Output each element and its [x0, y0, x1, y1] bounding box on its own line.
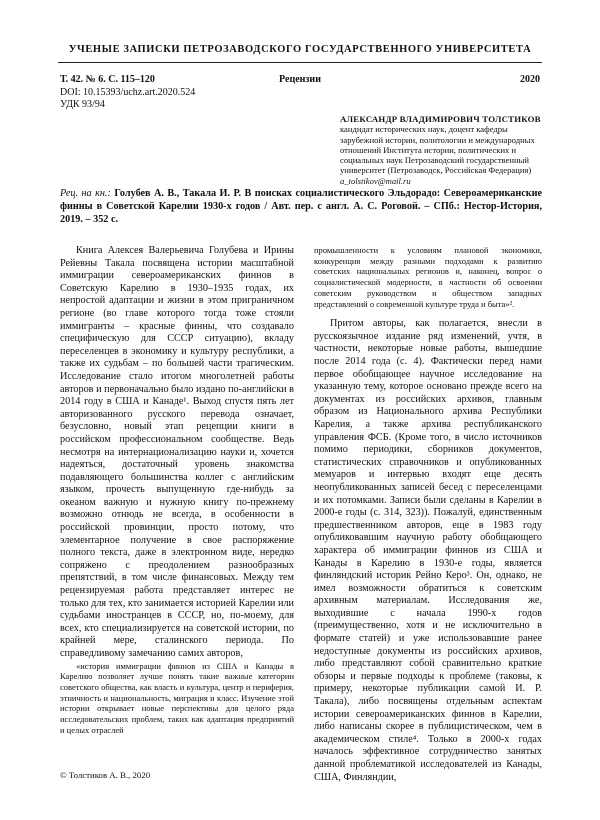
body-paragraph: Притом авторы, как полагается, внесли в русскоязычное издание ряд изменений, учтя, в частности, некоторые новые работы, вышедшие после 2014 года (с. 4). Фактически перед нами первое обобщающее научное исследование на указанную тему, которое основано прежде всего на документах из российских архивов, главным образом из Национального архива Республики Карелия, а также архива республиканского управления ФСБ. (Кроме того, в число источников помимо периодики, сборников документов, статистических справочников и опубликованных мемуаров и интервью входят еще десять неопубликованных записей бесед с переселенцами и их потомками. Записи были сделаны в Карелии в 2000-е годы (с. 314, 323)). Пожалуй, единственным предшественником авторов, еще в 1983 году опубликовавшим научную работу обобщающего характера об иммиграции финнов из США и Канады в Карелию в 1930-е годы, является финляндский историк Рейно Керо³. Он, однако, не имел возможности обратиться к советским архивным материалам. Исследования же, выходившие с начала 1990-х годов (преимущественно, хотя и не исключительно в формате статей) и уже использовавшие ранее недоступные документы из российских архивов, либо представляют собой сравнительно краткие обзоры и первые подходы к проблеме (таковы, к примеру, некоторые публикации самой И. Р. Такала), либо посвящены отдельным аспектам истории североамериканских финнов в Карелии, либо написаны скорее в публицистическом, чем в академическом стиле⁴. Только в 2000-х годах началось эффективное сотрудничество занятых данной проблематикой исследователей из Канады, США, Финляндии,	[314, 318, 542, 783]
journal-title: УЧЕНЫЕ ЗАПИСКИ ПЕТРОЗАВОДСКОГО ГОСУДАРСТВЕННОГО УНИВЕРСИТЕТА	[68, 44, 532, 55]
author-name: АЛЕКСАНДР ВЛАДИМИРОВИЧ ТОЛСТИКОВ	[340, 114, 541, 124]
author-email[interactable]: a_tolstikov@mail.ru	[340, 175, 411, 186]
doi[interactable]: DOI: 10.15393/uchz.art.2020.524	[60, 86, 196, 98]
left-column	[60, 245, 294, 736]
block-quote-continued: промышленности к условиям плановой экономики, конкуренция между разными подходами к развитию советских национальных регионов и, наконец, вопрос о социалистической модерности, в частности об освоении советским руководством и обществом западных представлений о современной культуре труда и быта»².	[314, 245, 542, 309]
right-column	[314, 245, 542, 784]
udk: УДК 93/94	[60, 99, 105, 110]
author-description: кандидат исторических наук, доцент кафедры зарубежной истории, политологии и международных отношений Института истории, политических и социальных наук Петрозаводский государственный университет (Петрозаводск, Российская Федерация)	[340, 124, 535, 176]
header-rule	[58, 62, 542, 63]
block-quote: «история иммиграции финнов из США и Канады в Карелию позволяет лучше понять такие важные категории советского общества, как власть и культура, центр и периферия, этничность и национальность, миграция и класс. Изучение этой истории открывает новые перспективы для целого ряда исследовательских проблем, таких как адаптация предприятий и целых отраслей	[60, 660, 294, 735]
review-label: Рец. на кн.:	[60, 188, 111, 199]
section-label: Рецензии	[279, 74, 321, 85]
review-book: Голубев А. В., Такала И. Р. В поисках социалистического Эльдорадо: Североамериканские финны в Советской Карелии 1930-х годов / Авт. пер. с англ. А. С. Роговой. – СПб.: Нестор-История, 2019. – 352 с.	[60, 188, 542, 226]
volume-info: Т. 42. № 6. С. 115–120	[60, 74, 155, 85]
review-reference	[60, 187, 542, 227]
copyright: © Толстиков А. В., 2020	[60, 770, 151, 780]
body-paragraph: Книга Алексея Валерьевича Голубева и Ирины Рейевны Такала посвящена истории масштабной иммиграции североамериканских финнов в Советскую Карелию в 1930–1935 годах, их непростой адаптации и жизни в этом приграничном регионе (во главе которого тогда тоже стояли иммигранты – красные финны, что создавало специфическую для СССР ситуацию), вкладу переселенцев в экономику и культуру республики, а также их судьбам – по большей части трагическим. Исследование стало итогом многолетней работы авторов и первоначально было издано по-английски в 2014 году в США и Канаде¹. Выход спустя пять лет авторизованного русского перевода означает, безусловно, новый этап рецепции книги в российском профессиональном сообществе. Ведь несмотря на интернационализацию науки и, хочется надеяться, достаточный уровень знакомства подавляющего большинства коллег с английским языком, прочесть выпущенную где-нибудь за океаном важную и нужную книгу по-прежнему возможно отнюдь не всегда, в особенности в российской провинции, просто потому, что элементарное получение в свое распоряжение полного текста, даже в электронном виде, нередко сопряжено с преодолением разнообразных препятствий, в том числе финансовых. Между тем рецензируемая работа представляет интерес не только для тех, кто занимается историей Карелии или судьбами иностранцев в СССР, но, по-моему, для всех, кто специализируется на советской истории, по крайней мере, сталинского периода. По справедливому замечанию самих авторов,	[60, 245, 294, 659]
year: 2020	[520, 74, 540, 85]
author-block	[340, 114, 542, 186]
